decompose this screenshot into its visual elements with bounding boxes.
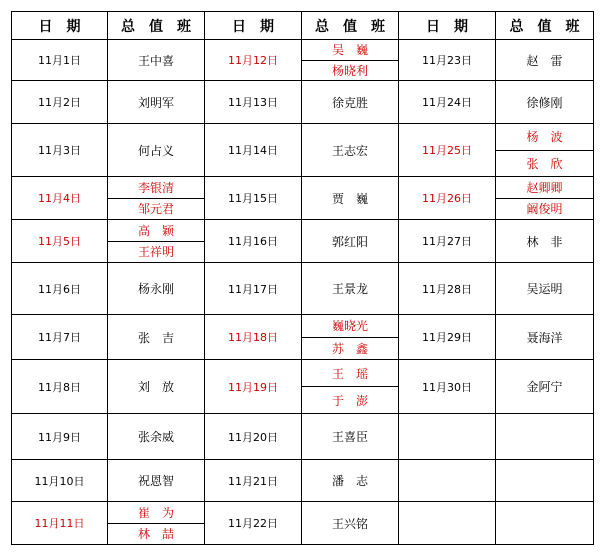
duty-cell — [496, 263, 594, 315]
duty-name: 苏 鑫 — [331, 341, 368, 356]
duty-cell — [302, 177, 399, 220]
duty-name: 徐修刚 — [526, 95, 563, 110]
duty-cell — [496, 315, 594, 360]
table-row — [12, 40, 594, 81]
duty-name: 王喜臣 — [331, 430, 368, 444]
date-cell: 11月15日 — [205, 177, 302, 220]
date-cell: 11月12日 — [205, 40, 302, 81]
table-row — [12, 502, 594, 545]
duty-cell — [302, 263, 399, 315]
duty-name: 王 瑶 — [302, 360, 398, 387]
date-cell: 11月19日 — [205, 360, 302, 414]
duty-name: 阚俊明 — [526, 202, 563, 217]
duty-cell — [496, 177, 594, 220]
duty-pair — [302, 315, 398, 359]
duty-name: 杨永刚 — [137, 282, 174, 296]
duty-cell — [302, 81, 399, 124]
header-date-1: 日 期 — [12, 12, 108, 40]
duty-name: 杨 波 — [496, 124, 593, 151]
date-cell: 11月16日 — [205, 220, 302, 263]
duty-name: 张 吉 — [137, 330, 174, 345]
duty-schedule-table — [11, 11, 594, 545]
date-cell: 11月20日 — [205, 414, 302, 460]
header-row — [12, 12, 594, 40]
duty-cell — [108, 220, 205, 263]
date-cell: 11月25日 — [399, 124, 496, 177]
duty-name: 潘 志 — [331, 474, 368, 488]
duty-pair — [496, 124, 593, 176]
table-row — [12, 263, 594, 315]
duty-name: 林 非 — [526, 234, 563, 249]
date-cell: 11月18日 — [205, 315, 302, 360]
duty-name: 崔 为 — [108, 502, 204, 524]
duty-cell — [108, 40, 205, 81]
date-cell: 11月9日 — [12, 414, 108, 460]
duty-cell — [302, 460, 399, 502]
duty-cell — [108, 360, 205, 414]
date-cell: 11月8日 — [12, 360, 108, 414]
duty-name: 高 颖 — [108, 220, 204, 242]
date-cell: 11月1日 — [12, 40, 108, 81]
duty-cell — [108, 315, 205, 360]
empty-cell — [399, 502, 496, 545]
empty-cell — [399, 460, 496, 502]
duty-cell — [302, 124, 399, 177]
date-cell: 11月2日 — [12, 81, 108, 124]
table-row — [12, 460, 594, 502]
duty-name: 贾 巍 — [331, 191, 368, 206]
date-cell: 11月26日 — [399, 177, 496, 220]
duty-name: 于 澎 — [331, 393, 368, 408]
duty-cell — [302, 40, 399, 81]
date-cell: 11月10日 — [12, 460, 108, 502]
date-cell: 11月14日 — [205, 124, 302, 177]
date-cell: 11月22日 — [205, 502, 302, 545]
date-cell: 11月13日 — [205, 81, 302, 124]
duty-cell — [108, 414, 205, 460]
duty-name: 李银清 — [108, 177, 204, 199]
empty-cell — [496, 414, 594, 460]
duty-cell — [496, 124, 594, 177]
duty-pair — [496, 177, 593, 219]
header-duty-3: 总 值 班 — [496, 12, 594, 40]
date-cell: 11月24日 — [399, 81, 496, 124]
duty-pair — [302, 40, 398, 80]
duty-cell — [108, 81, 205, 124]
duty-cell — [108, 124, 205, 177]
duty-cell — [302, 414, 399, 460]
empty-cell — [496, 460, 594, 502]
duty-cell — [108, 177, 205, 220]
header-duty-1: 总 值 班 — [108, 12, 205, 40]
duty-cell — [302, 220, 399, 263]
duty-name: 徐克胜 — [331, 95, 368, 110]
duty-pair — [108, 177, 204, 219]
duty-pair — [108, 502, 204, 544]
duty-name: 王祥明 — [137, 245, 174, 260]
duty-cell — [302, 315, 399, 360]
date-cell: 11月5日 — [12, 220, 108, 263]
date-cell: 11月3日 — [12, 124, 108, 177]
duty-name: 张 欣 — [526, 156, 563, 171]
date-cell: 11月30日 — [399, 360, 496, 414]
table-row — [12, 360, 594, 414]
duty-name: 张余威 — [137, 430, 174, 444]
date-cell: 11月21日 — [205, 460, 302, 502]
date-cell: 11月27日 — [399, 220, 496, 263]
duty-name: 王兴铭 — [331, 516, 368, 531]
duty-name: 杨晓利 — [331, 63, 368, 78]
duty-cell — [302, 502, 399, 545]
header-duty-2: 总 值 班 — [302, 12, 399, 40]
date-cell: 11月23日 — [399, 40, 496, 81]
table-row — [12, 124, 594, 177]
duty-name: 邹元君 — [137, 202, 174, 217]
duty-name: 聂海洋 — [526, 330, 563, 345]
duty-name: 刘明军 — [137, 95, 174, 110]
duty-cell — [496, 360, 594, 414]
duty-name: 王景龙 — [331, 282, 368, 296]
header-date-3: 日 期 — [399, 12, 496, 40]
header-date-2: 日 期 — [205, 12, 302, 40]
date-cell: 11月6日 — [12, 263, 108, 315]
date-cell: 11月11日 — [12, 502, 108, 545]
duty-name: 赵 雷 — [526, 53, 563, 68]
date-cell: 11月4日 — [12, 177, 108, 220]
duty-cell — [302, 360, 399, 414]
duty-name: 赵卿卿 — [496, 177, 593, 199]
table-row — [12, 177, 594, 220]
table-row — [12, 81, 594, 124]
duty-name: 王中喜 — [137, 53, 174, 68]
empty-cell — [399, 414, 496, 460]
duty-cell — [496, 40, 594, 81]
table-row — [12, 414, 594, 460]
empty-cell — [496, 502, 594, 545]
table-row — [12, 315, 594, 360]
duty-name: 刘 放 — [137, 380, 174, 394]
duty-name: 林 喆 — [137, 527, 174, 542]
duty-cell — [496, 220, 594, 263]
duty-name: 祝恩智 — [137, 474, 174, 488]
duty-cell — [108, 502, 205, 545]
date-cell: 11月29日 — [399, 315, 496, 360]
table-row — [12, 220, 594, 263]
duty-name: 何占义 — [137, 143, 174, 158]
date-cell: 11月17日 — [205, 263, 302, 315]
duty-name: 吴 巍 — [302, 40, 398, 61]
duty-cell — [108, 460, 205, 502]
duty-cell — [108, 263, 205, 315]
duty-name: 吴运明 — [526, 282, 563, 296]
duty-pair — [108, 220, 204, 262]
duty-name: 王志宏 — [331, 143, 368, 158]
date-cell: 11月28日 — [399, 263, 496, 315]
date-cell: 11月7日 — [12, 315, 108, 360]
duty-name: 巍晓光 — [302, 315, 398, 338]
duty-name: 郭红阳 — [331, 234, 368, 249]
duty-pair — [302, 360, 398, 413]
duty-name: 金阿宁 — [526, 380, 563, 394]
duty-cell — [496, 81, 594, 124]
